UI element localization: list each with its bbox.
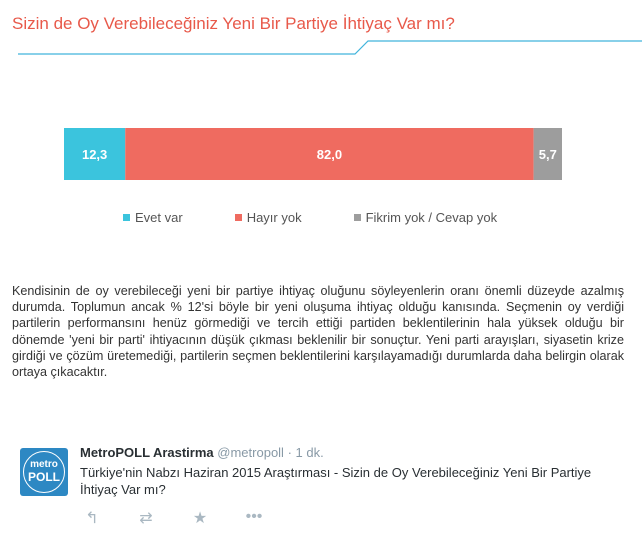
analysis-paragraph: Kendisinin de oy verebileceği yeni bir partiye ihtiyaç oluğunu söyleyenlerin oranı önemli düzeyde azalmış durumda. Toplumun ancak % 12'si böyle bir yeni oluşuma ihtiyaç olduğu kanısında. Seçmenin oy verdiği partilerin performansını henüz görmediği ve tercih ettiği partiden beklentilerinin hala yüksek olduğu bir dönemde 'yeni bir parti' ihtiyacının düşük çıkması beklenilir bir sonuçtur. Yeni parti arayışları, siyasetin krize girdiği ve çözüm üretemediği, partilerin seçmen beklentilerini karşılayamadığı durumlarda daha belirgin olarak ortaya çıkacaktır. (12, 284, 624, 380)
reply-icon[interactable]: ↰ (85, 510, 99, 527)
legend-label: Evet var (135, 210, 183, 225)
tweet-handle[interactable]: @metropoll (217, 445, 284, 460)
stacked-bar-chart (0, 120, 642, 200)
tweet-card[interactable] (0, 440, 642, 537)
legend-label: Fikrim yok / Cevap yok (365, 210, 498, 225)
tweet-time[interactable]: 1 dk. (295, 445, 324, 460)
tweet-text: Türkiye'nin Nabzı Haziran 2015 Araştırması - Sizin de Oy Verebileceğiniz Yeni Bir Partiye İhtiyaç Var mı? (80, 465, 592, 497)
legend-item-2 (235, 210, 302, 225)
more-icon[interactable]: ••• (245, 508, 263, 525)
legend-item-1 (123, 210, 183, 225)
title-underline (0, 34, 642, 58)
legend-item-3 (354, 210, 497, 225)
bar-label-2: 82,0 (316, 147, 343, 162)
legend-swatch (123, 214, 130, 221)
bar-label-3: 5,7 (538, 147, 557, 162)
tweet-separator: · (287, 445, 292, 460)
logo-text-bottom: POLL (28, 470, 60, 484)
bar-label-1: 12,3 (81, 147, 108, 162)
legend-label: Hayır yok (246, 210, 302, 225)
favorite-icon[interactable]: ★ (192, 510, 208, 527)
avatar[interactable] (20, 448, 68, 496)
retweet-icon[interactable]: ⇄ (139, 510, 153, 527)
tweet-header (80, 445, 324, 460)
legend-swatch (235, 214, 242, 221)
tweet-actions (80, 508, 266, 528)
legend-swatch (354, 214, 361, 221)
chart-title: Sizin de Oy Verebileceğiniz Yeni Bir Partiye İhtiyaç Var mı? (12, 14, 455, 33)
chart-legend (123, 210, 497, 225)
logo-text-top: metro (30, 459, 58, 470)
tweet-author[interactable]: MetroPOLL Arastirma (80, 445, 214, 460)
